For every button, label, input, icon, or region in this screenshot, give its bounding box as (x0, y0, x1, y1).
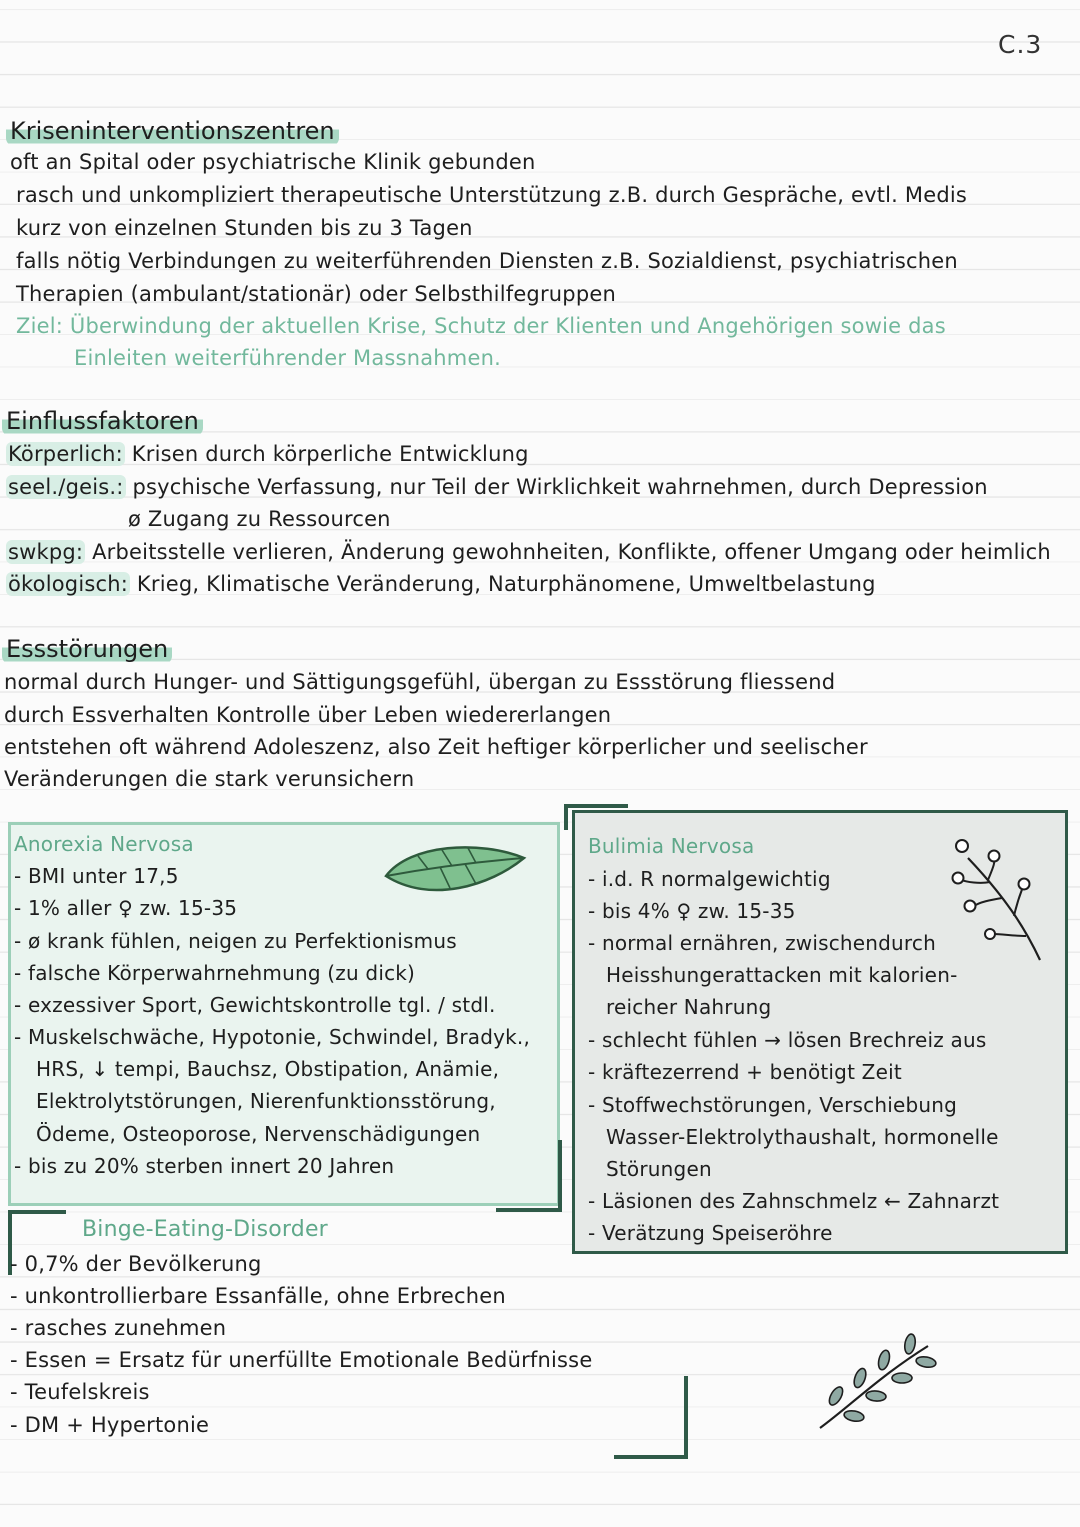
bulimia-line: - Verätzung Speiseröhre (588, 1221, 833, 1245)
ess-line-4: Veränderungen die stark verunsichern (4, 767, 415, 791)
einfluss-swkpg-text: Arbeitsstelle verlieren, Änderung gewohnheiten, Konflikte, offener Umgang oder heimlich (92, 540, 1051, 564)
binge-line: - Essen = Ersatz für unerfüllte Emotionale Bedürfnisse (10, 1348, 593, 1372)
section-heading-ess: Essstörungen (2, 634, 172, 664)
einfluss-swkpg-label: swkpg: (8, 540, 84, 564)
binge-line: - 0,7% der Bevölkerung (10, 1252, 262, 1276)
einfluss-koerperlich-text: Krisen durch körperliche Entwicklung (131, 442, 529, 466)
bulimia-line: Heisshungerattacken mit kalorien- (606, 963, 958, 987)
anorexia-line: Ödeme, Osteoporose, Nervenschädigungen (36, 1122, 481, 1146)
anorexia-line: - falsche Körperwahrnehmung (zu dick) (14, 961, 416, 985)
page-number: C.3 (998, 30, 1043, 59)
anorexia-line: - 1% aller ♀ zw. 15-35 (14, 896, 238, 920)
anorexia-line: - ø krank fühlen, neigen zu Perfektionismus (14, 929, 457, 953)
bulimia-title: Bulimia Nervosa (588, 834, 755, 858)
krisen-line-2: rasch und unkompliziert therapeutische Unterstützung z.B. durch Gespräche, evtl. Medis (16, 183, 968, 207)
bulimia-line: - Läsionen des Zahnschmelz ← Zahnarzt (588, 1189, 1000, 1213)
bulimia-line: - i.d. R normalgewichtig (588, 867, 831, 891)
anorexia-line: HRS, ↓ tempi, Bauchsz, Obstipation, Anämie, (36, 1057, 500, 1081)
einfluss-oeko-label: ökologisch: (8, 572, 129, 596)
binge-line: - unkontrollierbare Essanfälle, ohne Erbrechen (10, 1284, 506, 1308)
krisen-line-5: Therapien (ambulant/stationär) oder Selbsthilfegruppen (16, 282, 616, 306)
section-heading-krisen: Kriseninterventionszentren (6, 116, 339, 146)
binge-title: Binge-Eating-Disorder (82, 1217, 328, 1242)
bulimia-line: Wasser-Elektrolythaushalt, hormonelle (606, 1125, 999, 1149)
anorexia-line: Elektrolytstörungen, Nierenfunktionsstörung, (36, 1089, 496, 1113)
krisen-line-3: kurz von einzelnen Stunden bis zu 3 Tagen (16, 216, 473, 240)
anorexia-line: - Muskelschwäche, Hypotonie, Schwindel, Bradyk., (14, 1025, 531, 1049)
bulimia-line: reicher Nahrung (606, 995, 772, 1019)
anorexia-line: - exzessiver Sport, Gewichtskontrolle tgl. / stdl. (14, 993, 496, 1017)
einfluss-oeko-text: Krieg, Klimatische Veränderung, Naturphänomene, Umweltbelastung (136, 572, 876, 596)
bulimia-line: - bis 4% ♀ zw. 15-35 (588, 899, 796, 923)
bulimia-line: - kräftezerrend + benötigt Zeit (588, 1060, 902, 1084)
bulimia-line: - schlecht fühlen → lösen Brechreiz aus (588, 1028, 987, 1052)
anorexia-line: - BMI unter 17,5 (14, 864, 179, 888)
leafy-branch-icon (810, 1336, 940, 1436)
einfluss-seel-label: seel./geis.: (8, 475, 124, 499)
section-heading-einfluss: Einflussfaktoren (2, 406, 203, 436)
krisen-ziel-line-2: Einleiten weiterführender Massnahmen. (74, 346, 501, 370)
ess-line-3: entstehen oft während Adoleszenz, also Zeit heftiger körperlicher und seelischer (4, 735, 868, 759)
bulimia-line: Störungen (606, 1157, 712, 1181)
ess-line-1: normal durch Hunger- und Sättigungsgefühl, übergan zu Essstörung fliessend (4, 670, 836, 694)
einfluss-seel-text: psychische Verfassung, nur Teil der Wirklichkeit wahrnehmen, durch Depression (132, 475, 988, 499)
binge-corner-bottom (614, 1376, 686, 1457)
binge-line: - DM + Hypertonie (10, 1413, 210, 1437)
berry-branch-icon (944, 836, 1054, 966)
ess-line-2: durch Essverhalten Kontrolle über Leben wiedererlangen (4, 703, 612, 727)
krisen-line-4: falls nötig Verbindungen zu weiterführenden Diensten z.B. Sozialdienst, psychiatrischen (16, 249, 958, 273)
bulimia-line: - Stoffwechstörungen, Verschiebung (588, 1093, 958, 1117)
einfluss-seel-text-2: ø Zugang zu Ressourcen (128, 507, 391, 531)
binge-line: - rasches zunehmen (10, 1316, 227, 1340)
anorexia-line: - bis zu 20% sterben innert 20 Jahren (14, 1154, 395, 1178)
anorexia-title: Anorexia Nervosa (14, 832, 194, 856)
krisen-line-1: oft an Spital oder psychiatrische Klinik gebunden (10, 150, 536, 174)
anorexia-shadow-corner (496, 1140, 560, 1210)
bulimia-line: - normal ernähren, zwischendurch (588, 931, 936, 955)
einfluss-koerperlich-label: Körperlich: (8, 442, 123, 466)
binge-line: - Teufelskreis (10, 1380, 150, 1404)
krisen-ziel-line-1: Ziel: Überwindung der aktuellen Krise, Schutz der Klienten und Angehörigen sowie das (16, 314, 946, 338)
leaf-icon (380, 838, 530, 908)
